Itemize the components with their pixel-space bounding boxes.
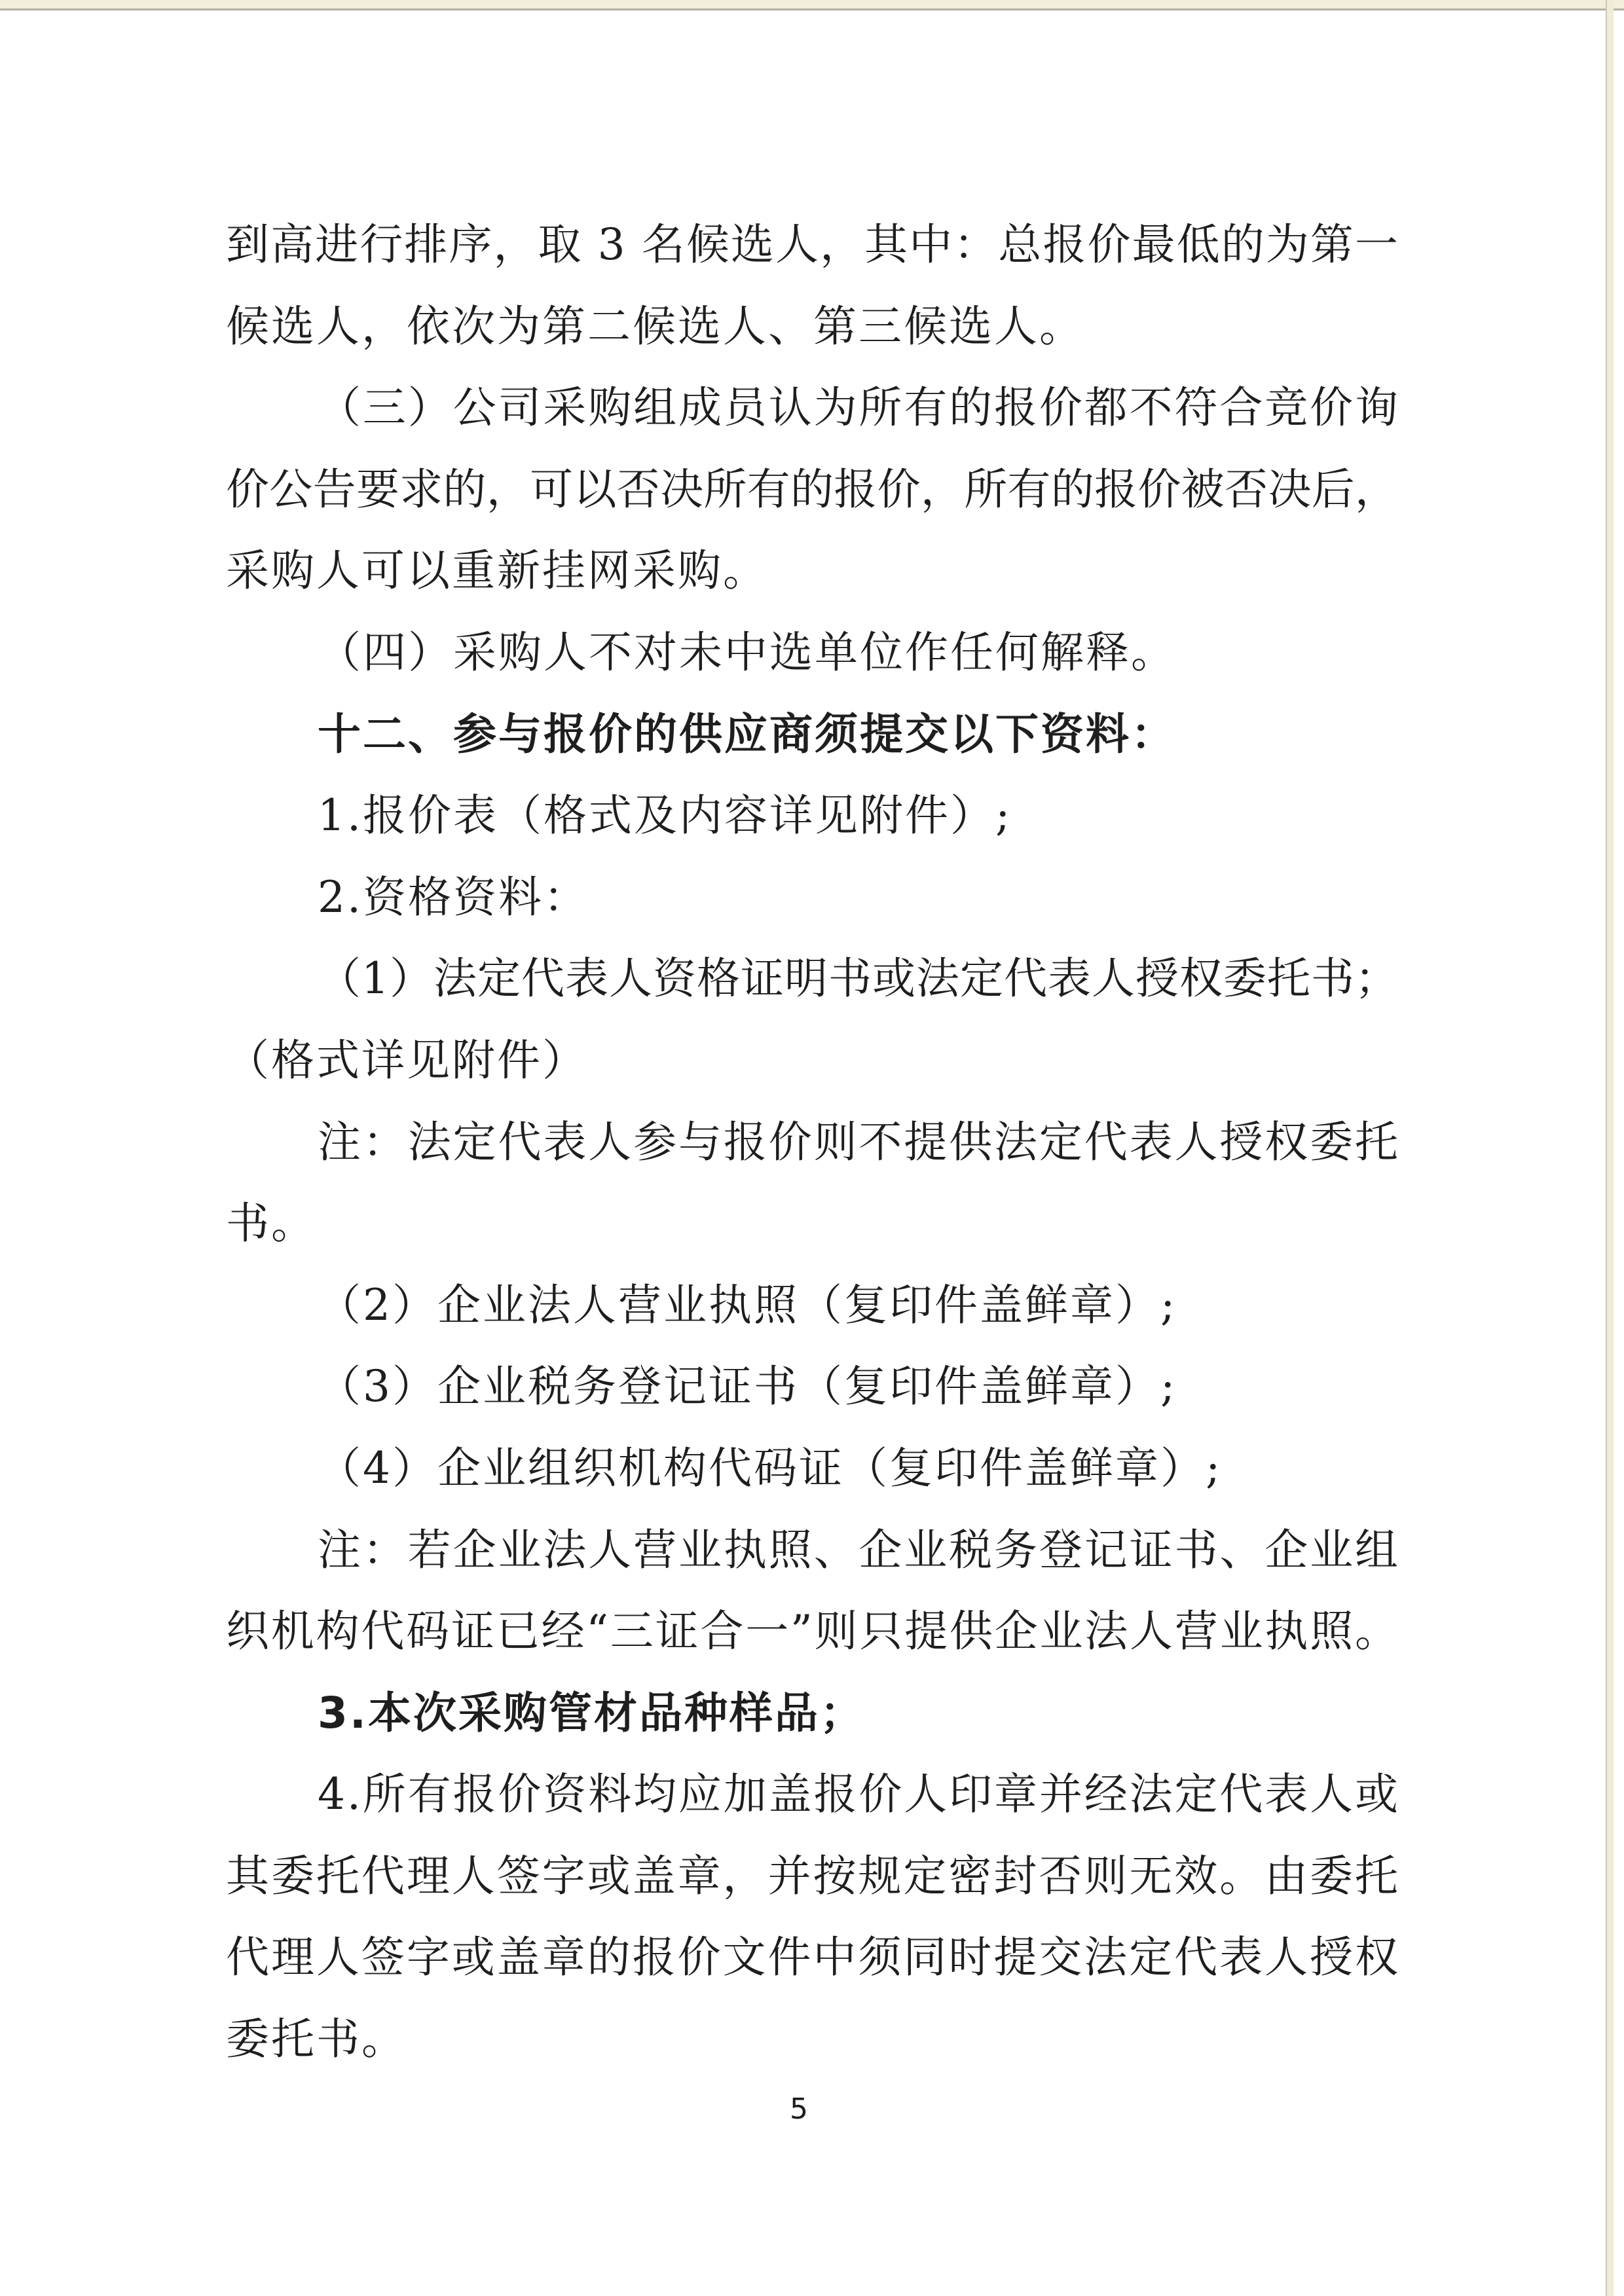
text-line-21: 其委托代理人签字或盖章，并按规定密封否则无效。由委托 bbox=[226, 1850, 1400, 1901]
text-line-18: 织机构代码证已经“三证合一”则只提供企业法人营业执照。 bbox=[226, 1606, 1400, 1657]
text-line-19: 3.本次采购管材品种样品； bbox=[318, 1687, 865, 1738]
text-line-14: （2）企业法人营业执照（复印件盖鲜章）; bbox=[318, 1279, 1177, 1330]
text-line-9: 2.资格资料： bbox=[318, 871, 589, 922]
text-line-12: 注：法定代表人参与报价则不提供法定代表人授权委托 bbox=[318, 1116, 1400, 1167]
text-line-20: 4.所有报价资料均应加盖报价人印章并经法定代表人或 bbox=[318, 1769, 1400, 1820]
text-line-6: （四）采购人不对未中选单位作任何解释。 bbox=[318, 627, 1176, 678]
page-number: 5 bbox=[790, 2092, 808, 2126]
text-line-8: 1.报价表（格式及内容详见附件）; bbox=[318, 790, 1012, 841]
text-line-1: 到高进行排序，取 3 名候选人，其中：总报价最低的为第一 bbox=[226, 219, 1400, 270]
text-line-11: （格式详见附件） bbox=[226, 1034, 587, 1085]
text-line-4: 价公告要求的，可以否决所有的报价，所有的报价被否决后， bbox=[226, 464, 1399, 515]
document-text-block bbox=[226, 204, 1398, 2081]
text-line-3: （三）公司采购组成员认为所有的报价都不符合竞价询 bbox=[318, 382, 1400, 433]
scan-edge-top bbox=[0, 0, 1624, 10]
text-line-2: 候选人，依次为第二候选人、第三候选人。 bbox=[226, 301, 1084, 352]
text-line-10: （1）法定代表人资格证明书或法定代表人授权委托书； bbox=[318, 953, 1399, 1004]
text-line-16: （4）企业组织机构代码证（复印件盖鲜章）; bbox=[318, 1442, 1223, 1493]
scan-edge-right bbox=[1606, 0, 1614, 2296]
text-line-22: 代理人签字或盖章的报价文件中须同时提交法定代表人授权 bbox=[226, 1932, 1400, 1983]
text-line-17: 注：若企业法人营业执照、企业税务登记证书、企业组 bbox=[318, 1524, 1400, 1575]
text-line-5: 采购人可以重新挂网采购。 bbox=[226, 545, 768, 596]
text-line-15: （3）企业税务登记证书（复印件盖鲜章）; bbox=[318, 1361, 1177, 1412]
text-line-13: 书。 bbox=[226, 1198, 316, 1249]
text-line-23: 委托书。 bbox=[226, 2014, 407, 2065]
text-line-7: 十二、参与报价的供应商须提交以下资料： bbox=[318, 708, 1176, 759]
